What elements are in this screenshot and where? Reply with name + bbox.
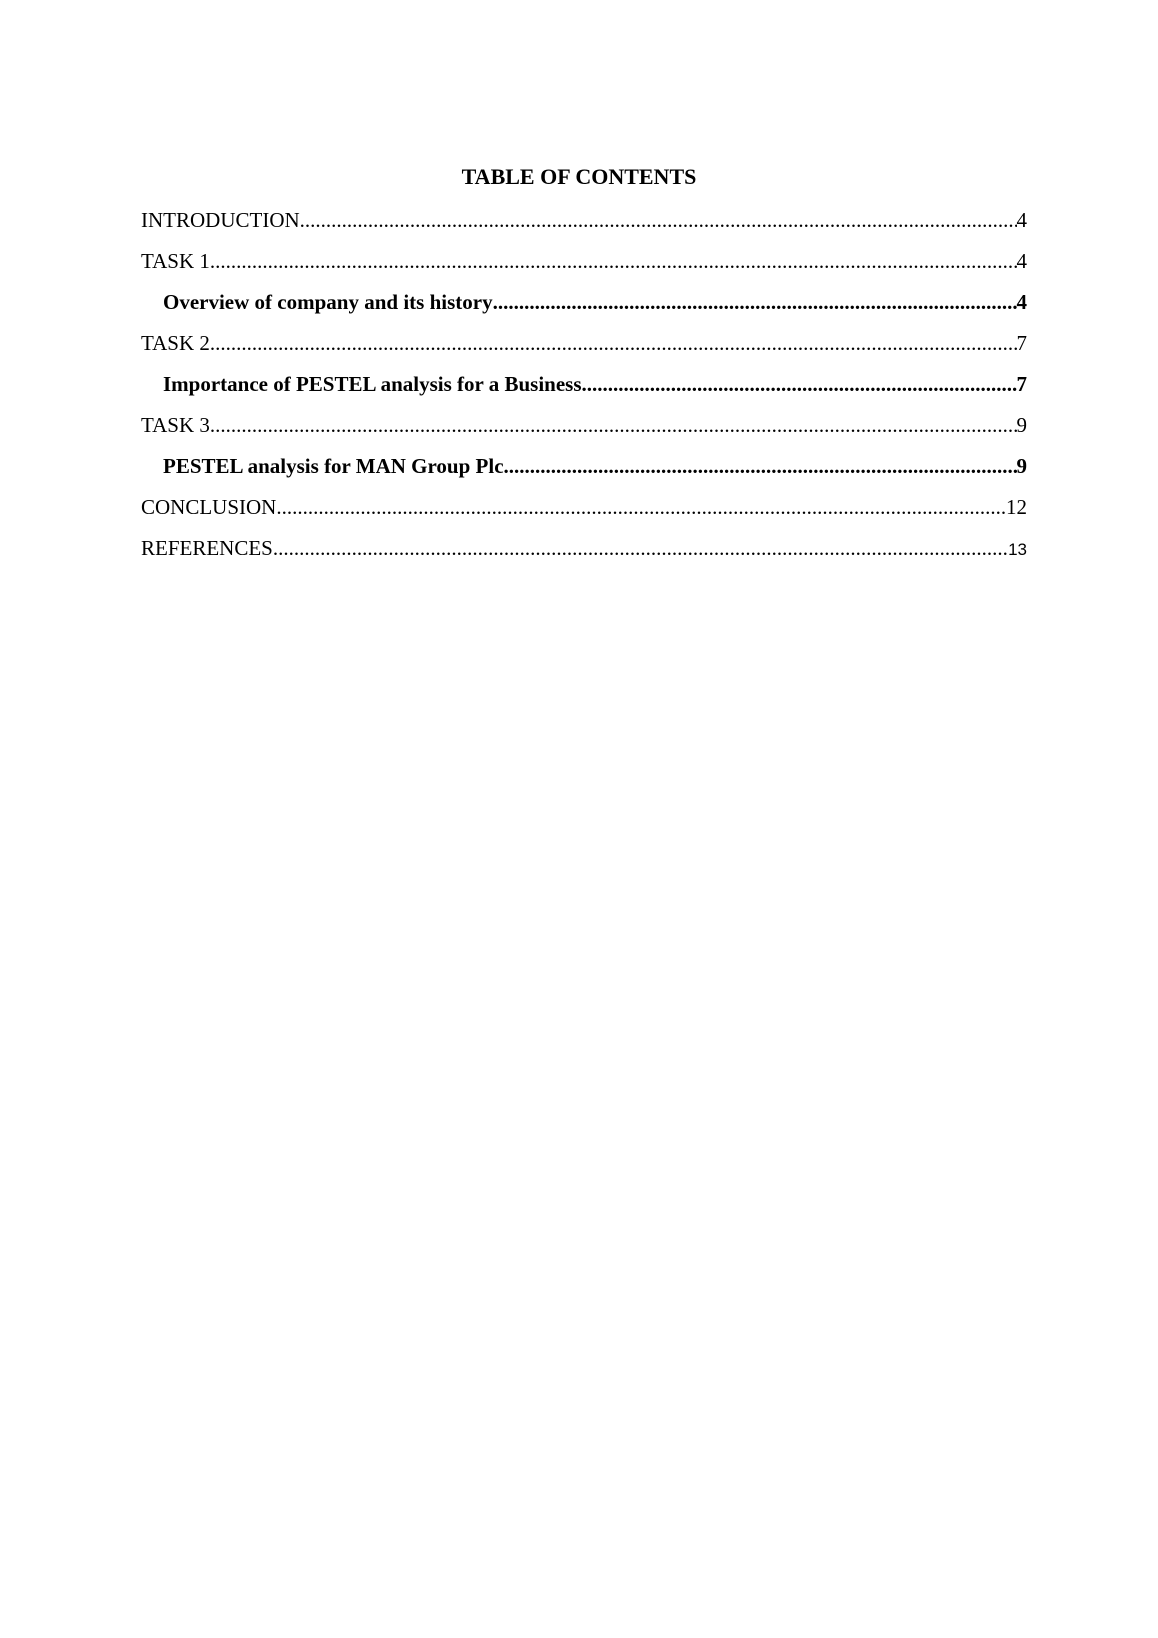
toc-dot-leader bbox=[273, 534, 1008, 562]
toc-page-number: 12 bbox=[1006, 495, 1027, 519]
toc-entry-label: INTRODUCTION bbox=[141, 208, 300, 232]
toc-page-number: 4 bbox=[1016, 249, 1027, 273]
toc-entry-pestel-importance[interactable] bbox=[141, 370, 1027, 411]
toc-page-number: 13 bbox=[1008, 540, 1027, 559]
toc-page-number: 7 bbox=[1016, 372, 1027, 396]
toc-page-number: 7 bbox=[1016, 331, 1027, 355]
toc-dot-leader bbox=[493, 288, 1017, 316]
toc-title: TABLE OF CONTENTS bbox=[461, 164, 697, 189]
toc-dot-leader bbox=[300, 206, 1017, 234]
toc-entry-label: CONCLUSION bbox=[141, 495, 277, 519]
toc-entry-label: REFERENCES bbox=[141, 536, 273, 560]
toc-list bbox=[141, 206, 1027, 575]
toc-entry-label: Importance of PESTEL analysis for a Business bbox=[163, 372, 582, 396]
toc-entry-task-1[interactable] bbox=[141, 247, 1027, 288]
toc-entry-task-2[interactable] bbox=[141, 329, 1027, 370]
toc-dot-leader bbox=[504, 452, 1017, 480]
toc-page-number: 4 bbox=[1016, 208, 1027, 232]
toc-dot-leader bbox=[582, 370, 1017, 398]
toc-page-number: 9 bbox=[1016, 454, 1027, 478]
toc-dot-leader bbox=[210, 329, 1017, 357]
toc-entry-conclusion[interactable] bbox=[141, 493, 1027, 534]
toc-entry-label: TASK 3 bbox=[141, 413, 210, 437]
toc-entry-pestel-man-group[interactable] bbox=[141, 452, 1027, 493]
toc-entry-references[interactable] bbox=[141, 534, 1027, 575]
toc-entry-task-3[interactable] bbox=[141, 411, 1027, 452]
toc-entry-label: PESTEL analysis for MAN Group Plc bbox=[163, 454, 504, 478]
toc-entry-label: TASK 2 bbox=[141, 331, 210, 355]
toc-dot-leader bbox=[210, 247, 1017, 275]
toc-entry-overview[interactable] bbox=[141, 288, 1027, 329]
toc-entry-introduction[interactable] bbox=[141, 206, 1027, 247]
toc-page-number: 9 bbox=[1016, 413, 1027, 437]
toc-entry-label: Overview of company and its history bbox=[163, 290, 493, 314]
toc-dot-leader bbox=[210, 411, 1017, 439]
toc-page-number: 4 bbox=[1016, 290, 1027, 314]
toc-dot-leader bbox=[276, 493, 1006, 521]
toc-entry-label: TASK 1 bbox=[141, 249, 210, 273]
